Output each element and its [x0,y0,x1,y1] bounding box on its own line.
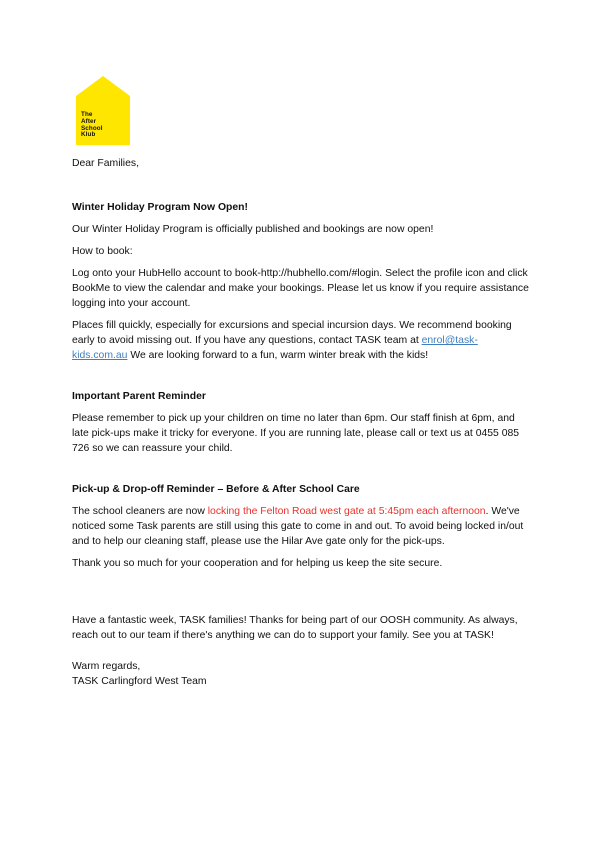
reminder-paragraph: Please remember to pick up your children on time no later than 6pm. Our staff finish at 6pm, and late pick-ups make it tricky for everyone. If you are running late, please call or text us at 0455 085 726 so we can reassure your child. [72,413,520,454]
winter-paragraph-4-text: Places fill quickly, especially for excursions and special incursion days. We recommend booking early to avoid missing out. If you have any questions, contact TASK team at [72,320,512,346]
winter-paragraph-1: Our Winter Holiday Program is officially published and bookings are now open! [72,224,434,235]
logo [76,76,130,145]
winter-paragraph-3: Log onto your HubHello account to book-http://hubhello.com/#login. Select the profile icon and click BookMe to view the calendar and make your bookings. Please let us know if you require assistance logging into your account. [72,268,529,309]
logo-line: The [81,111,93,118]
winter-paragraph-2: How to book: [72,246,133,257]
pickup-highlight: locking the Felton Road west gate at 5:45pm each afternoon [207,506,486,517]
winter-heading: Winter Holiday Program Now Open! [72,202,248,213]
signoff-line-2: TASK Carlingford West Team [72,676,207,687]
pickup-text-end: . We've noticed some Task parents are still using this gate to come in and out. To avoid being locked in/out and to help our cleaning staff, please use the Hilar Ave gate only for the pick-ups. [72,506,524,547]
logo-line: School [81,124,103,132]
pickup-paragraph-2: Thank you so much for your cooperation and for helping us keep the site secure. [72,558,443,569]
pickup-paragraph-1 [72,504,532,549]
logo-text [81,112,103,139]
signoff-line-1: Warm regards, [72,661,141,672]
logo-line: After [81,117,97,125]
email-link[interactable]: enrol@task-kids.com.au [72,335,478,361]
closing-paragraph: Have a fantastic week, TASK families! Thanks for being part of our OOSH community. As always, reach out to our team if there's anything we can do to support your family. See you at TASK! [72,615,518,641]
letter-body [72,156,532,689]
pickup-text: The school cleaners are now [72,506,208,517]
pickup-heading: Pick-up & Drop-off Reminder – Before & After School Care [72,484,360,495]
greeting: Dear Families, [72,158,139,169]
winter-paragraph-4 [72,318,532,363]
winter-paragraph-4-text-end: We are looking forward to a fun, warm winter break with the kids! [127,350,429,361]
logo-line: Klub [81,131,96,139]
reminder-heading: Important Parent Reminder [72,391,206,402]
